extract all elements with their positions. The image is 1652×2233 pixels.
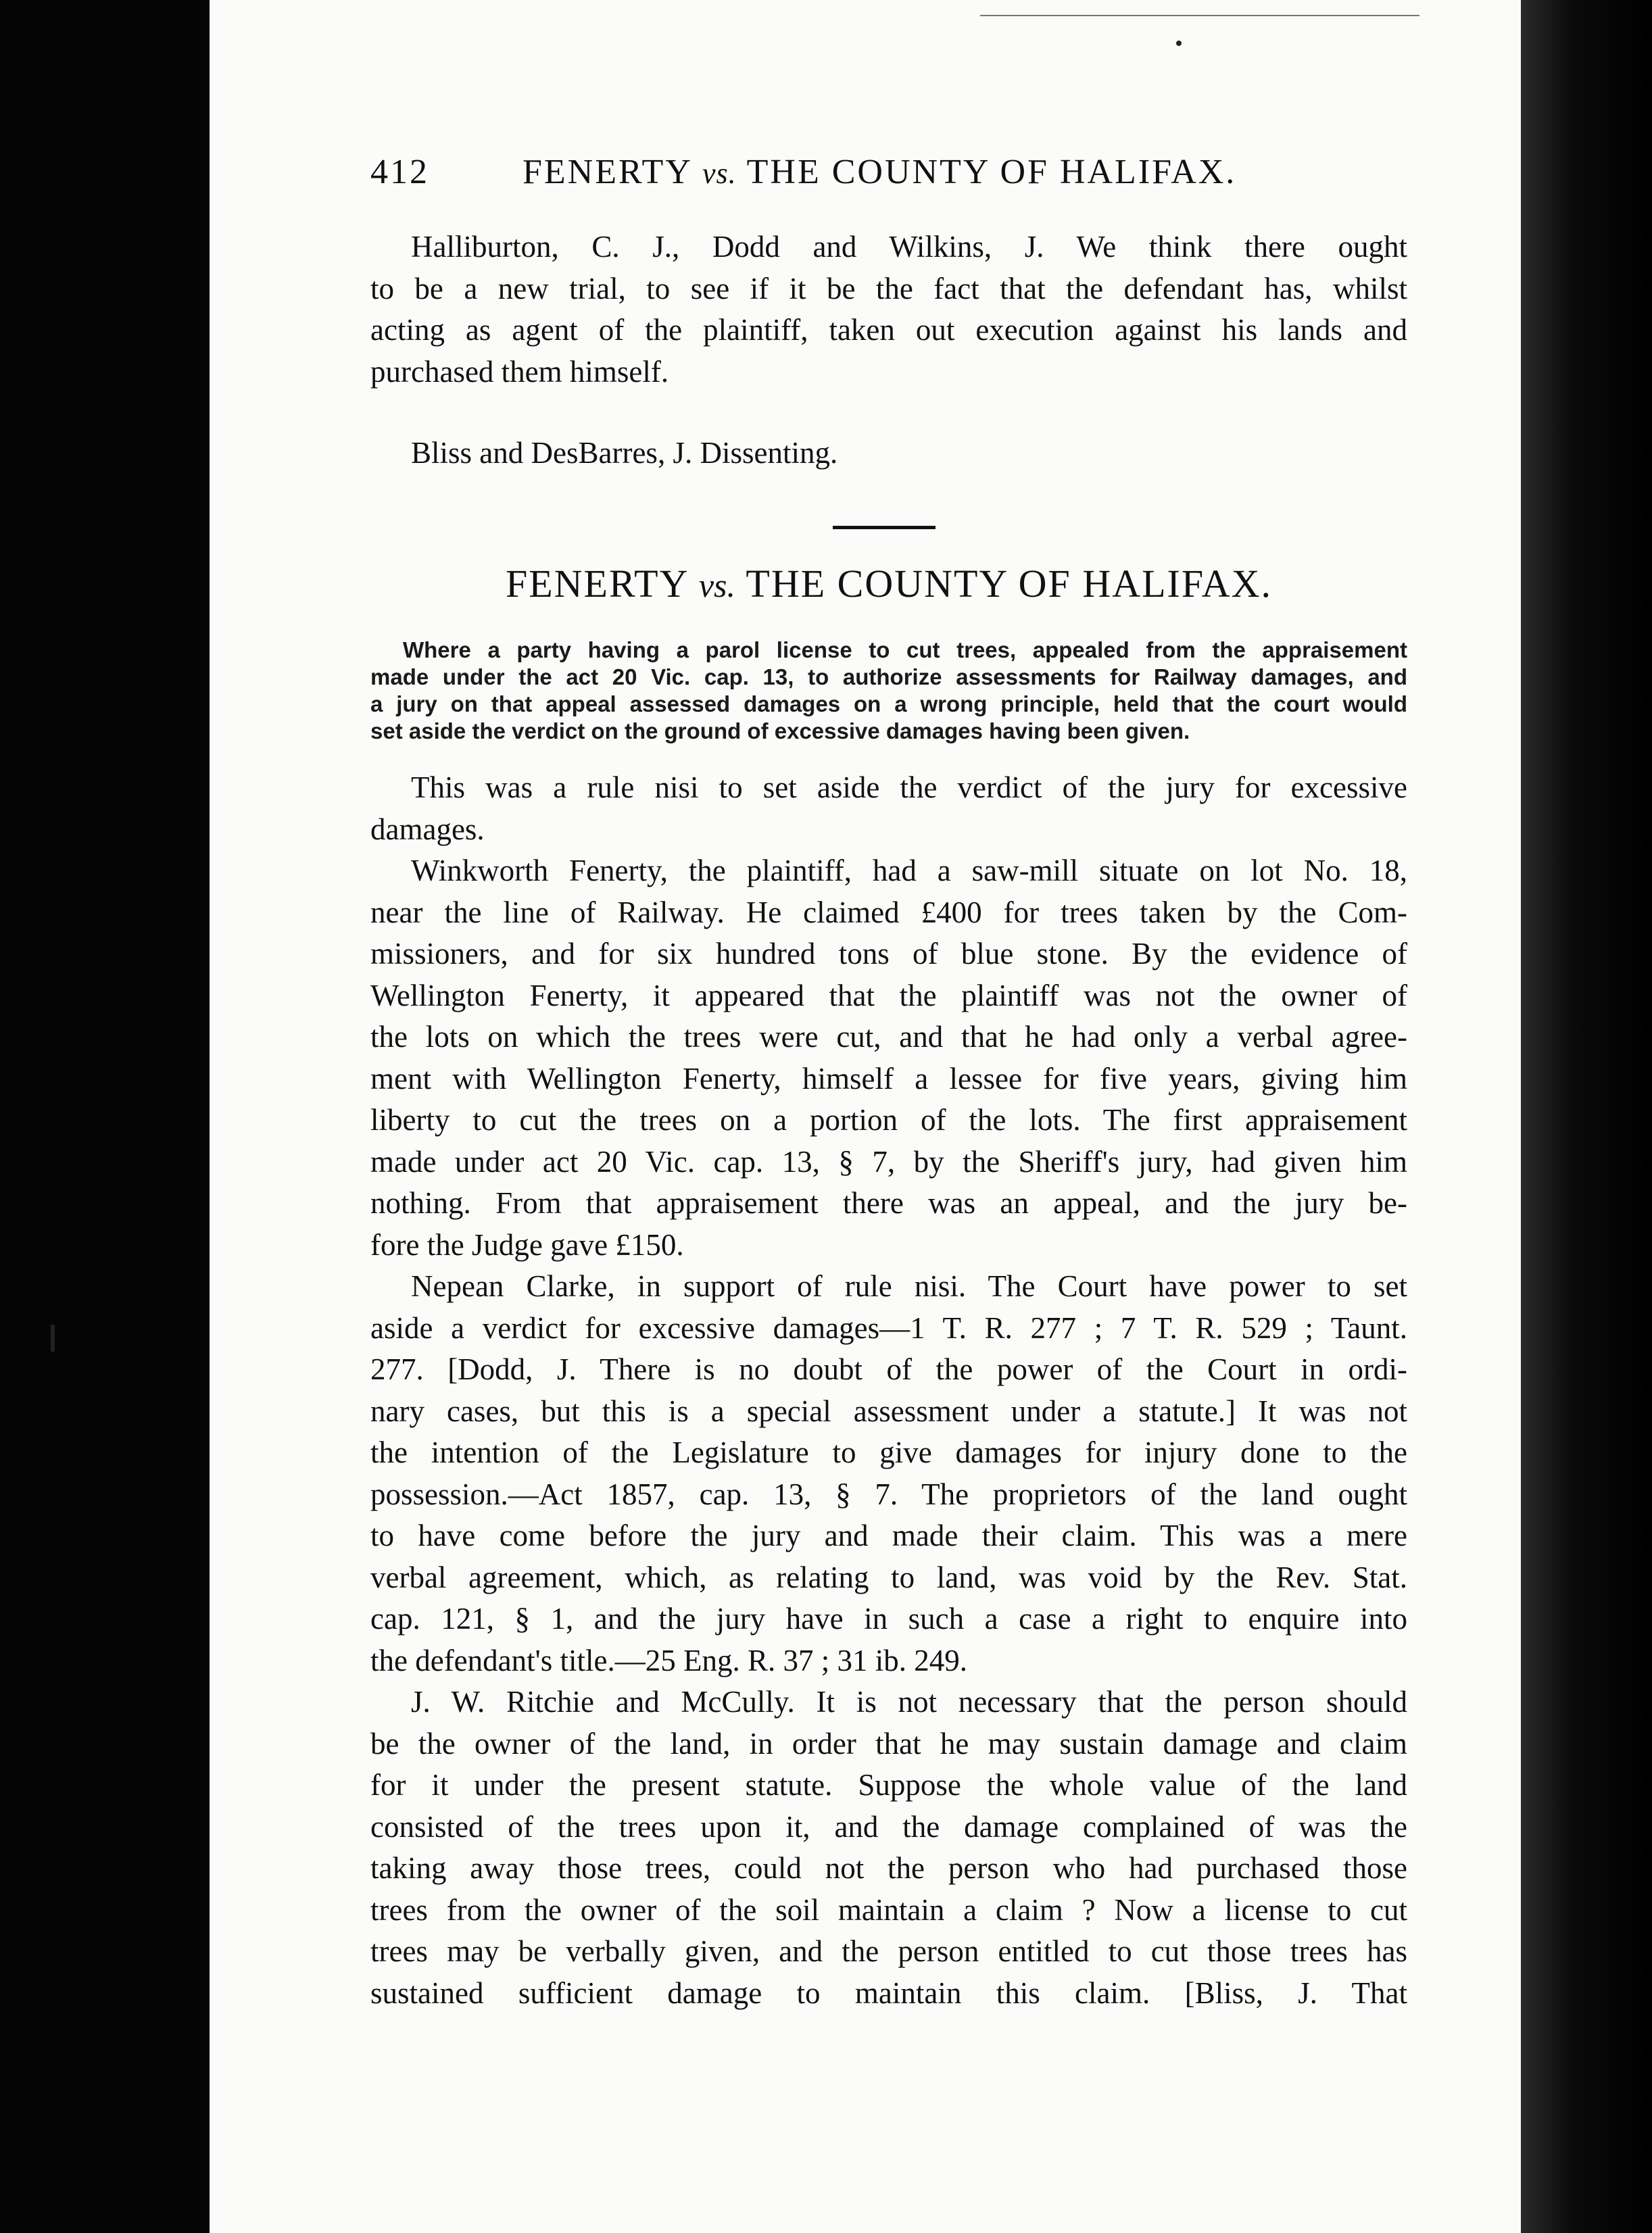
scan-mark bbox=[51, 1325, 55, 1352]
scan-speck bbox=[1176, 41, 1182, 46]
case-title: FENERTY vs. THE COUNTY OF HALIFAX. bbox=[505, 562, 1273, 606]
body-line: fore the Judge gave £150. bbox=[370, 1227, 684, 1262]
body-line: trees may be verbally given, and the person entitled to cut those trees has bbox=[370, 1934, 1407, 1968]
body-line: missioners, and for six hundred tons of blue stone. By the evidence of bbox=[370, 937, 1407, 971]
body-line: This was a rule nisi to set aside the verdict of the jury for excessive bbox=[411, 770, 1407, 804]
body-line: Nepean Clarke, in support of rule nisi. The Court have power to set bbox=[411, 1269, 1407, 1303]
body-line: consisted of the trees upon it, and the damage complained of was the bbox=[370, 1809, 1407, 1844]
body-line: to have come before the jury and made their claim. This was a mere bbox=[370, 1519, 1407, 1552]
running-title: FENERTY vs. THE COUNTY OF HALIFAX. bbox=[523, 153, 1237, 191]
headnote-line: a jury on that appeal assessed damages on a wrong principle, held that the court would bbox=[370, 691, 1407, 716]
body-line: liberty to cut the trees on a portion of the lots. The first appraisement bbox=[370, 1103, 1407, 1137]
page-number: 412 bbox=[370, 153, 429, 191]
body-line: 277. [Dodd, J. There is no doubt of the power of the Court in ordi- bbox=[370, 1352, 1407, 1386]
dissent-line: Bliss and DesBarres, J. Dissenting. bbox=[411, 436, 838, 470]
body-line: cap. 121, § 1, and the jury have in such a case a right to enquire into bbox=[370, 1602, 1407, 1636]
headnote-line: made under the act 20 Vic. cap. 13, to authorize assessments for Railway damages, and bbox=[370, 664, 1407, 689]
body-line: J. W. Ritchie and McCully. It is not necessary that the person should bbox=[411, 1685, 1407, 1719]
body-line: made under act 20 Vic. cap. 13, § 7, by the Sheriff's jury, had given him bbox=[370, 1144, 1407, 1179]
opinion-paragraph bbox=[370, 226, 1407, 393]
body-line: for it under the present statute. Suppose the whole value of the land bbox=[370, 1768, 1407, 1802]
body-line: be the owner of the land, in order that he may sustain damage and claim bbox=[370, 1726, 1407, 1761]
book-binding-shadow bbox=[1521, 0, 1652, 2233]
opinion-line: Halliburton, C. J., Dodd and Wilkins, J. We think there ought bbox=[411, 230, 1407, 264]
running-header bbox=[370, 145, 1317, 199]
body-line: Wellington Fenerty, it appeared that the plaintiff was not the owner of bbox=[370, 978, 1407, 1012]
headnote-line: Where a party having a parol license to cut trees, appealed from the appraisement bbox=[403, 637, 1407, 662]
section-divider bbox=[833, 526, 936, 529]
body-line: nothing. From that appraisement there was an appeal, and the jury be- bbox=[370, 1186, 1407, 1220]
top-edge-rule bbox=[980, 15, 1419, 16]
body-line: the defendant's title.—25 Eng. R. 37 ; 31 ib. 249. bbox=[370, 1643, 967, 1677]
opinion-line: purchased them himself. bbox=[370, 354, 669, 389]
opinion-line: acting as agent of the plaintiff, taken out execution against his lands and bbox=[370, 313, 1407, 347]
body-line: damages. bbox=[370, 812, 485, 846]
body-line: aside a verdict for excessive damages—1 T. R. 277 ; 7 T. R. 529 ; Taunt. bbox=[370, 1310, 1407, 1345]
body-line: possession.—Act 1857, cap. 13, § 7. The proprietors of the land ought bbox=[370, 1477, 1407, 1511]
body-line: the intention of the Legislature to give damages for injury done to the bbox=[370, 1436, 1407, 1469]
dissent-note bbox=[370, 433, 1407, 474]
body-line: verbal agreement, which, as relating to land, was void by the Rev. Stat. bbox=[370, 1560, 1407, 1594]
body-line: taking away those trees, could not the person who had purchased those bbox=[370, 1851, 1407, 1885]
opinion-line: to be a new trial, to see if it be the fact that the defendant has, whilst bbox=[370, 271, 1407, 305]
case-body bbox=[370, 767, 1407, 2014]
body-line: trees from the owner of the soil maintain a claim ? Now a license to cut bbox=[370, 1892, 1407, 1927]
headnote-line: set aside the verdict on the ground of excessive damages having been given. bbox=[370, 718, 1190, 743]
body-line: near the line of Railway. He claimed £400 for trees taken by the Com- bbox=[370, 895, 1407, 929]
body-line: ment with Wellington Fenerty, himself a lessee for five years, giving him bbox=[370, 1061, 1407, 1096]
body-line: sustained sufficient damage to maintain this claim. [Bliss, J. That bbox=[370, 1976, 1407, 2010]
body-line: nary cases, but this is a special assessment under a statute.] It was not bbox=[370, 1394, 1407, 1428]
body-line: Winkworth Fenerty, the plaintiff, had a saw-mill situate on lot No. 18, bbox=[411, 854, 1407, 887]
headnote bbox=[370, 637, 1407, 745]
scan-background-left bbox=[0, 0, 210, 2233]
body-line: the lots on which the trees were cut, and that he had only a verbal agree- bbox=[370, 1020, 1407, 1054]
